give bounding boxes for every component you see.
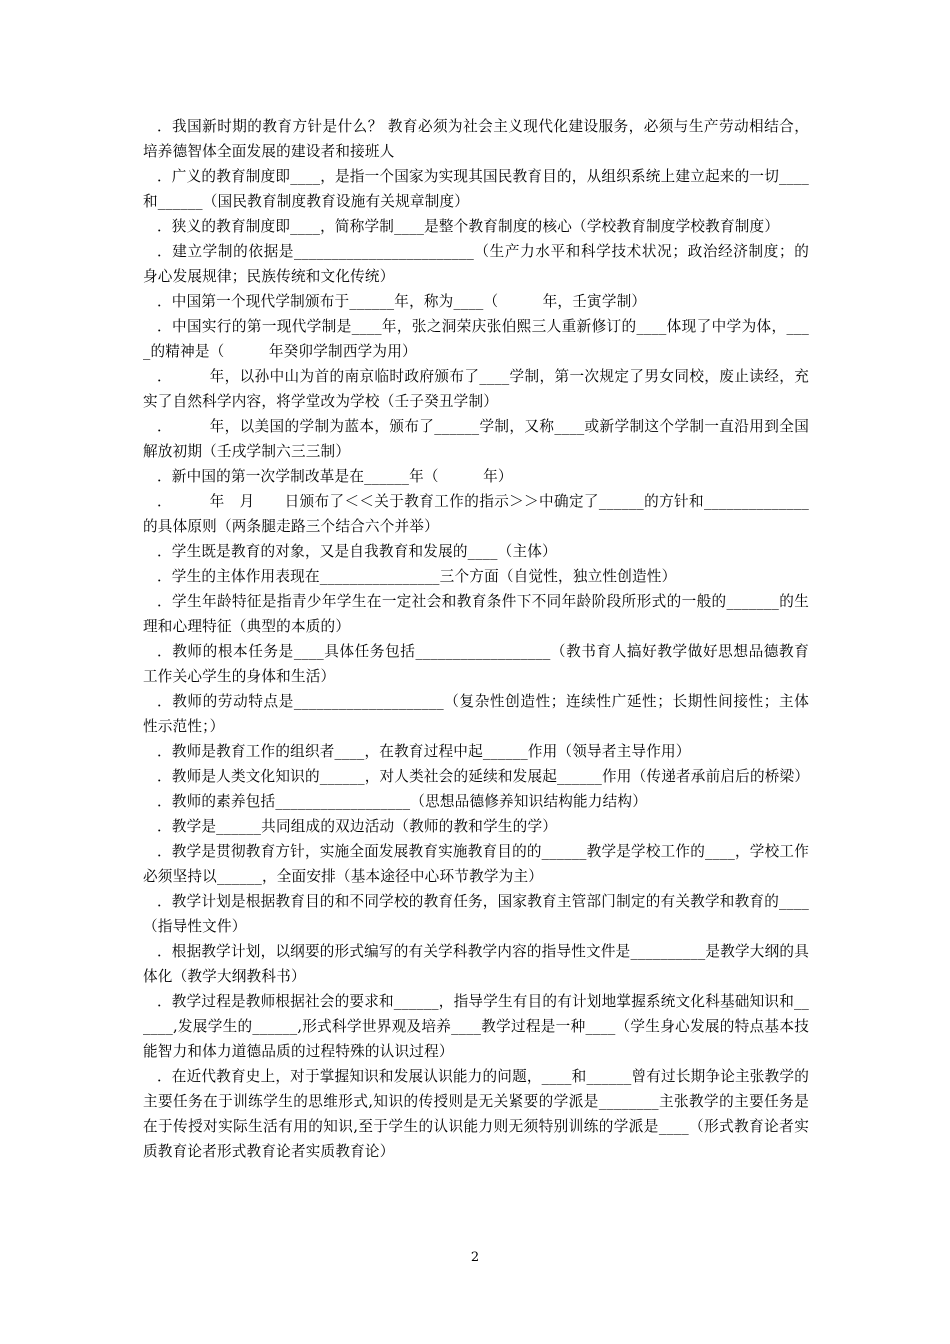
list-item: ．学生的主体作用表现在________________三个方面（自觉性，独立性创造性） bbox=[157, 568, 677, 585]
list-item: ．教学过程是教师根据社会的要求和______，指导学生有目的有计划地掌握系统文化科基础知识和______,发展学生的______,形式科学世界观及培养____教学过程是一种____（学生身心发展的特点基本技能智力和体力道德品质的过程特殊的认识过程） bbox=[143, 993, 809, 1060]
list-item: ．教学计划是根据教育目的和不同学校的教育任务，国家教育主管部门制定的有关教学和教育的____（指导性文件） bbox=[143, 893, 809, 935]
question-list bbox=[143, 114, 809, 1164]
list-item: ．建立学制的依据是________________________（生产力水平和科学技术状况；政治经济制度；的身心发展规律；民族传统和文化传统） bbox=[143, 243, 809, 285]
list-item: ．新中国的第一次学制改革是在______年（ 年） bbox=[157, 468, 513, 485]
list-item: ．教师的劳动特点是____________________（复杂性创造性；连续性广延性；长期性间接性；主体性示范性；） bbox=[143, 693, 809, 735]
list-item: ．教学是______共同组成的双边活动（教师的教和学生的学） bbox=[157, 818, 558, 835]
list-item: ．我国新时期的教育方针是什么？ 教育必须为社会主义现代化建设服务，必须与生产劳动相结合，培养德智体全面发展的建设者和接班人 bbox=[143, 118, 809, 160]
list-item: ．中国实行的第一现代学制是____年，张之洞荣庆张伯熙三人重新修订的____体现了中学为体，____的精神是（ 年癸卯学制西学为用） bbox=[143, 318, 809, 360]
list-item: ．教师是教育工作的组织者____，在教育过程中起______作用（领导者主导作用） bbox=[157, 743, 691, 760]
page-number: 2 bbox=[470, 1250, 480, 1265]
list-item: ．在近代教育史上，对于掌握知识和发展认识能力的问题，____和______曾有过长期争论主张教学的主要任务在于训练学生的思维形式,知识的传授则是无关紧要的学派是________主张教学的主要任务是在于传授对实际生活有用的知识,至于学生的认识能力则无须特别训练的学派是____（形式教育论者实质教育论者形式教育论者实质教育论） bbox=[143, 1068, 809, 1160]
list-item: ．教师的根本任务是____具体任务包括__________________（教书育人搞好教学做好思想品德教育工作关心学生的身体和生活） bbox=[143, 643, 809, 685]
list-item: ．学生年龄特征是指青少年学生在一定社会和教育条件下不同年龄阶段所形式的一般的_______的生理和心理特征（典型的本质的） bbox=[143, 593, 809, 635]
list-item: ．根据教学计划，以纲要的形式编写的有关学科教学内容的指导性文件是__________是教学大纲的具体化（教学大纲教科书） bbox=[143, 943, 809, 985]
list-item: ．教师是人类文化知识的______，对人类社会的延续和发展起______作用（传递者承前启后的桥梁） bbox=[157, 768, 810, 785]
list-item: ．学生既是教育的对象，又是自我教育和发展的____（主体） bbox=[157, 543, 557, 560]
list-item: ．狭义的教育制度即____，简称学制____是整个教育制度的核心（学校教育制度学校教育制度） bbox=[157, 218, 780, 235]
list-item: ．教学是贯彻教育方针，实施全面发展教育实施教育目的的______教学是学校工作的____，学校工作必须坚持以______，全面安排（基本途径中心环节教学为主） bbox=[143, 843, 809, 885]
list-item: ．广义的教育制度即____，是指一个国家为实现其国民教育目的，从组织系统上建立起来的一切____和______（国民教育制度教育设施有关规章制度） bbox=[143, 168, 809, 210]
list-item: ． 年 月 日颁布了＜＜关于教育工作的指示＞＞中确定了______的方针和______________的具体原则（两条腿走路三个结合六个并举） bbox=[143, 493, 809, 535]
list-item: ．教师的素养包括__________________（思想品德修养知识结构能力结构） bbox=[157, 793, 647, 810]
list-item: ．中国第一个现代学制颁布于______年，称为____（ 年，壬寅学制） bbox=[157, 293, 647, 310]
list-item: ． 年，以孙中山为首的南京临时政府颁布了____学制，第一次规定了男女同校，废止读经，充实了自然科学内容，将学堂改为学校（壬子癸丑学制） bbox=[143, 368, 809, 410]
list-item: ． 年，以美国的学制为蓝本，颁布了______学制，又称____或新学制这个学制一直沿用到全国解放初期（壬戌学制六三三制） bbox=[143, 418, 809, 460]
